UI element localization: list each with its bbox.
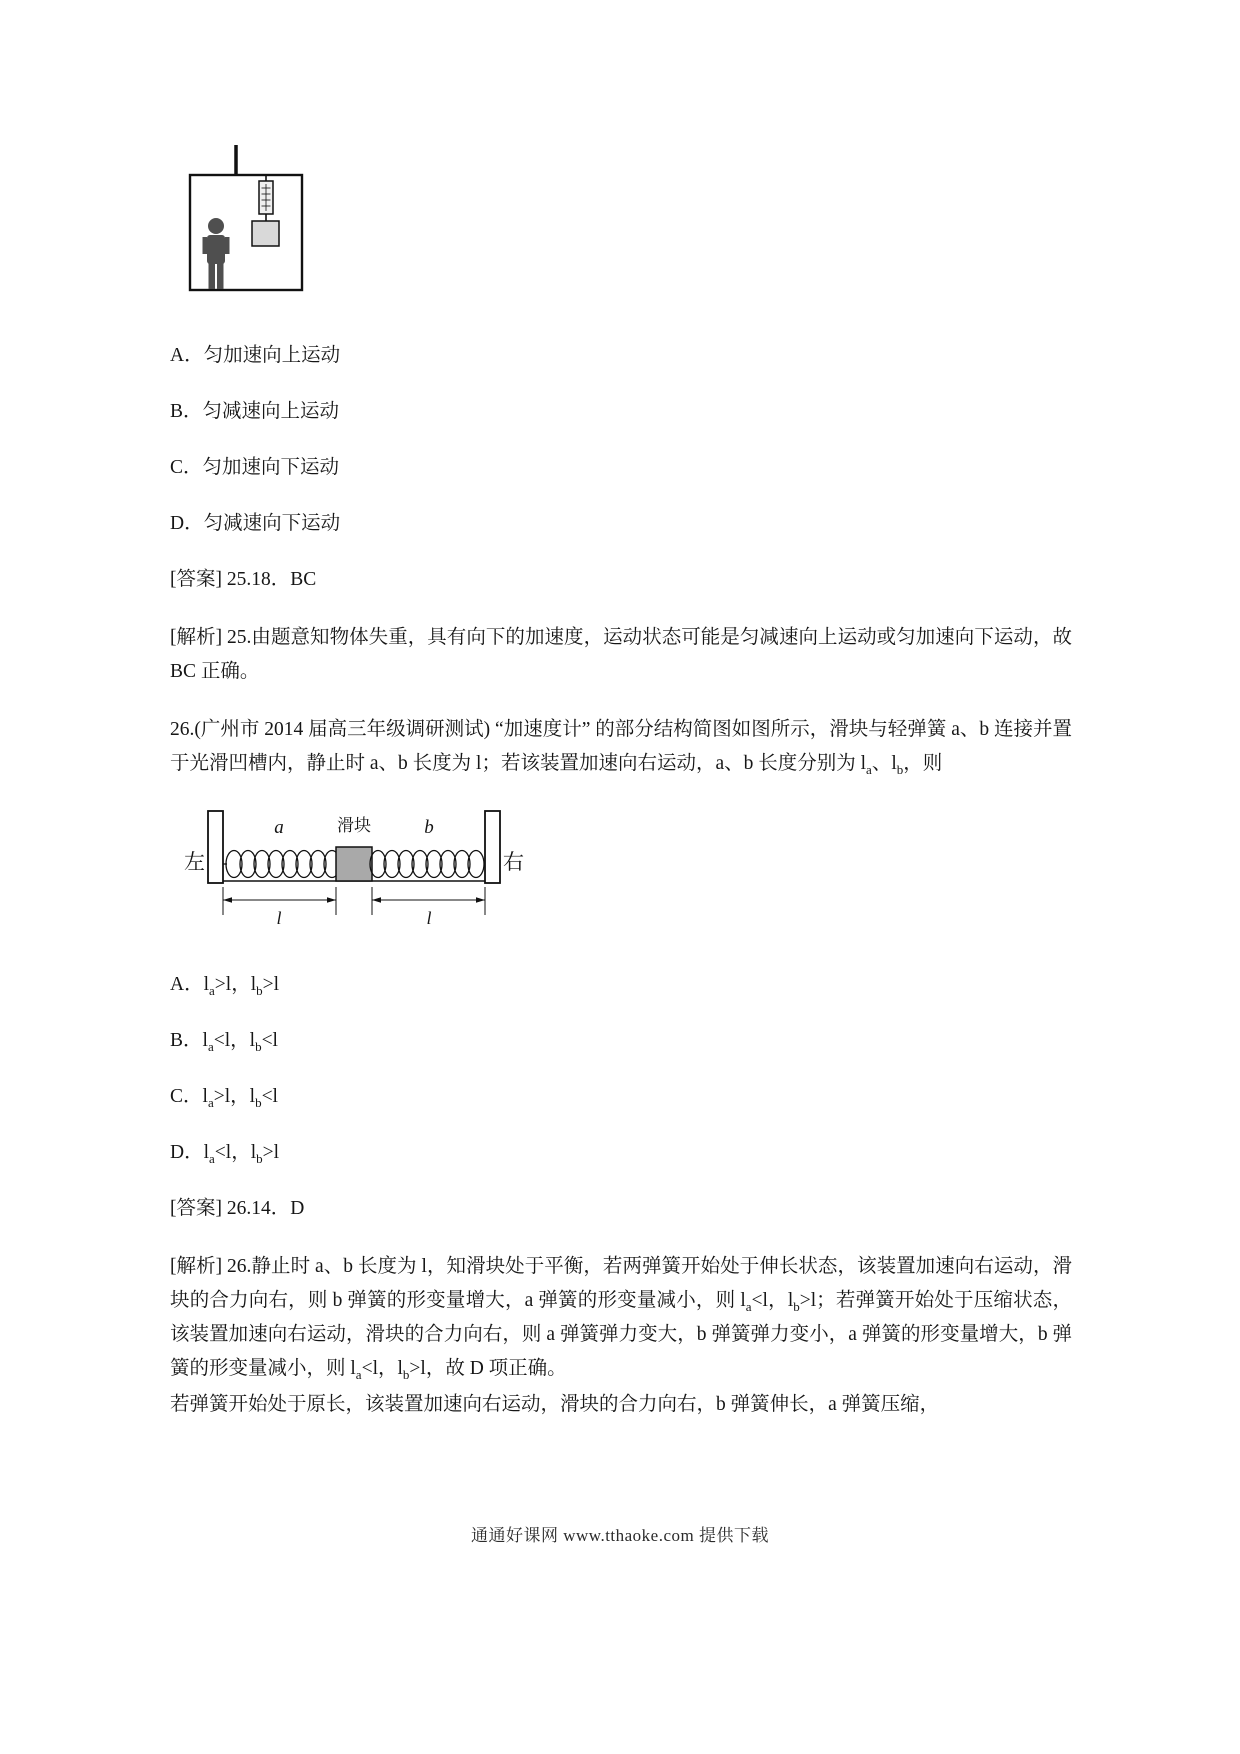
right-wall	[485, 811, 500, 883]
spring-b	[370, 851, 485, 878]
q26-analysis: [解析] 26.静止时 a、b 长度为 l，知滑块处于平衡，若两弹簧开始处于伸长状态，该装置加速向右运动，滑块的合力向右，则 b 弹簧的形变量增大，a 弹簧的形变量减小，则 $l_a<l$，$l_b>l$；若弹簧开始处于压缩状态，该装置加速向右运动，滑块的合力向右，则 a 弹簧弹力变大，b 弹簧弹力变小，a 弹簧的形变量增大，b 弹簧的形变量减小，则 $l_a<l$，$l_b>l$，故 D 项正确。	[170, 1256, 1072, 1382]
slider-block	[336, 847, 372, 881]
elevator-box	[190, 175, 302, 290]
q26-stem-sub-b: b	[896, 761, 904, 777]
page-footer: 通通好课网 www.tthaoke.com 提供下载	[470, 1526, 770, 1545]
length-b-label: l	[426, 908, 432, 928]
spring-b-label: b	[424, 817, 434, 838]
spring-a-label: a	[274, 817, 284, 838]
weight-block	[252, 221, 279, 246]
q25-analysis: [解析] 25.由题意知物体失重，具有向下的加速度，运动状态可能是匀减速向上运动或匀加速向下运动，故 BC 正确。	[170, 627, 1072, 682]
q26-option-b: B．$l_a<l$，$l_b<l$	[170, 1030, 278, 1054]
q26-analysis-extra: 若弹簧开始处于原长，该装置加速向右运动，滑块的合力向右，b 弹簧伸长，a 弹簧压缩，	[170, 1394, 940, 1415]
spring-a	[223, 851, 340, 878]
q25-answer: [答案] 25.18．BC	[170, 569, 317, 590]
q25-option-b: B．匀减速向上运动	[170, 401, 340, 422]
q26-stem-sub-a: a	[866, 761, 872, 777]
q26-option-a: A．$l_a>l$，$l_b>l$	[170, 974, 280, 998]
left-wall-label: 左	[184, 850, 205, 874]
document-content	[170, 0, 1072, 1422]
q26-accelerometer-figure	[184, 803, 524, 928]
q25-option-a: A．匀加速向上运动	[170, 345, 341, 366]
q26-option-c: C．$l_a>l$，$l_b<l$	[170, 1086, 278, 1110]
q25-option-c: C．匀加速向下运动	[170, 457, 340, 478]
right-wall-label: 右	[503, 850, 524, 874]
left-wall	[208, 811, 223, 883]
length-a-label: l	[276, 908, 282, 928]
question-26-block	[170, 713, 1072, 1422]
q26-stem-text: 26.(广州市 2014 届高三年级调研测试) “加速度计” 的部分结构简图如图所示，滑块与轻弹簧 a、b 连接并置于光滑凹槽内，静止时 a、b 长度为 l；若该装置加速向右运动，a、b 长度分别为 l	[170, 719, 1072, 774]
q26-option-d: D．$l_a<l$，$l_b>l$	[170, 1142, 280, 1166]
q25-option-d: D．匀减速向下运动	[170, 513, 341, 534]
question-25-block	[170, 143, 1072, 689]
q26-answer: [答案] 26.14．D	[170, 1198, 305, 1219]
q25-elevator-figure	[186, 143, 306, 293]
q26-stem: 26.(广州市 2014 届高三年级调研测试) “加速度计” 的部分结构简图如图所示，滑块与轻弹簧 a、b 连接并置于光滑凹槽内，静止时 a、b 长度为 l；若该装置加速向右运动，a、b 长度分别为 $l_a$、$l_b$，则	[170, 719, 1072, 777]
slider-label: 滑块	[337, 816, 371, 835]
